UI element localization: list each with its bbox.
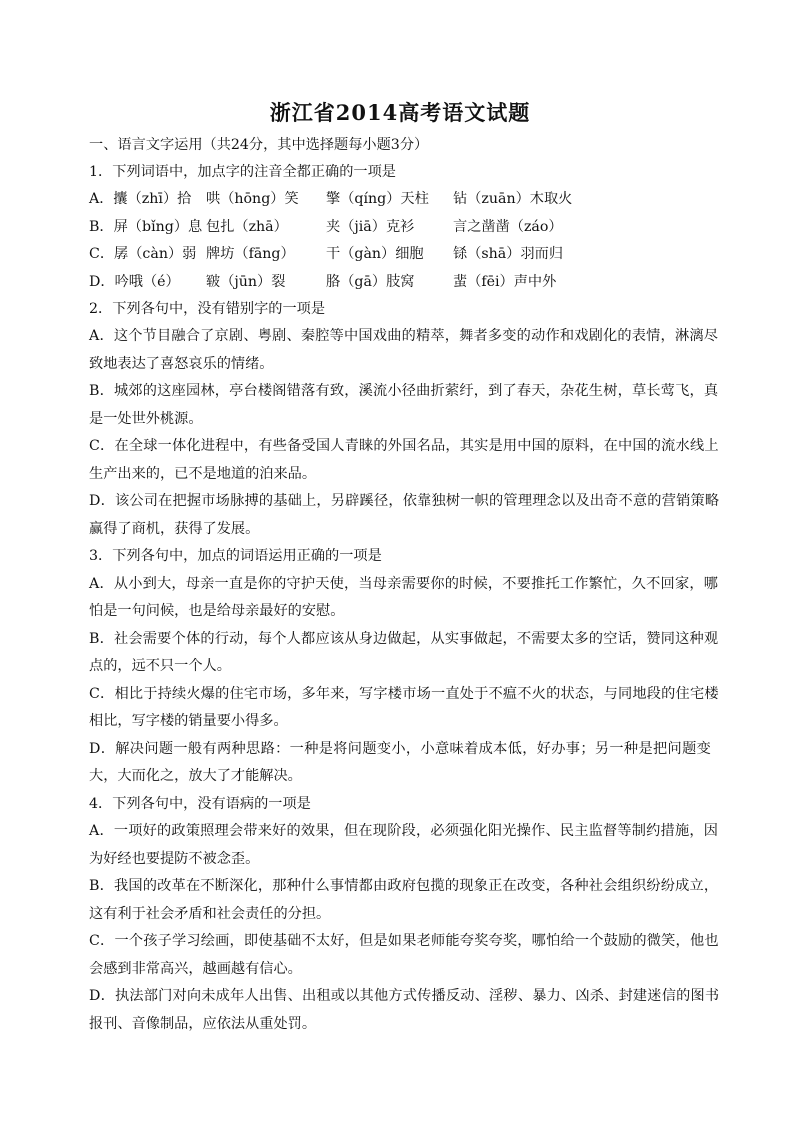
option-a-item-3: 擎（qíng）天柱 bbox=[326, 191, 429, 207]
question-2-option-a-line-1: A．这个节目融合了京剧、粤剧、秦腔等中国戏曲的精萃，舞者多变的动作和戏剧化的表情，淋漓尽 bbox=[89, 328, 719, 344]
option-d-item-1: D．吟哦（é） bbox=[89, 274, 180, 290]
question-3-option-d-line-2: 大，大而化之，放大了才能解决。 bbox=[89, 768, 302, 784]
question-2-option-d-line-2: 赢得了商机，获得了发展。 bbox=[89, 521, 260, 537]
question-4-stem: 4．下列各句中，没有语病的一项是 bbox=[89, 796, 311, 812]
question-4-option-c-line-1: C．一个孩子学习绘画，即使基础不太好，但是如果老师能夸奖夸奖，哪怕给一个鼓励的微笑，他也 bbox=[89, 933, 719, 949]
option-d-item-2: 皲（jūn）裂 bbox=[206, 274, 286, 290]
question-2-stem: 2．下列各句中，没有错别字的一项是 bbox=[89, 301, 326, 317]
question-3-option-c-line-1: C．相比于持续火爆的住宅市场，多年来，写字楼市场一直处于不瘟不火的状态，与同地段的住宅楼 bbox=[89, 686, 719, 702]
question-4-option-d-line-2: 报刊、音像制品，应依法从重处罚。 bbox=[89, 1016, 317, 1032]
question-3-option-d-line-1: D．解决问题一般有两种思路：一种是将问题变小，小意味着成本低，好办事；另一种是把问题变 bbox=[89, 741, 711, 757]
option-b-item-4: 言之凿凿（záo） bbox=[453, 219, 563, 235]
option-b-item-3: 夹（jiā）克衫 bbox=[326, 219, 415, 235]
question-3-stem: 3．下列各句中，加点的词语运用正确的一项是 bbox=[89, 548, 382, 564]
question-2-option-a-line-2: 致地表达了喜怒哀乐的情绪。 bbox=[89, 356, 274, 372]
option-a-item-4: 钻（zuān）木取火 bbox=[453, 191, 573, 207]
option-c-item-3: 干（gàn）细胞 bbox=[326, 246, 424, 262]
question-4-option-b-line-2: 这有利于社会矛盾和社会责任的分担。 bbox=[89, 906, 331, 922]
question-4-option-a-line-1: A．一项好的政策照理会带来好的效果，但在现阶段，必须强化阳光操作、民主监督等制约措施，因 bbox=[89, 823, 719, 839]
question-4-option-c-line-2: 会感到非常高兴，越画越有信心。 bbox=[89, 961, 302, 977]
page-title: 浙江省2014高考语文试题 bbox=[269, 100, 531, 125]
question-2-option-c-line-2: 生产出来的，已不是地道的泊来品。 bbox=[89, 466, 317, 482]
option-d-item-3: 胳（gā）肢窝 bbox=[326, 274, 415, 290]
question-2-option-c-line-1: C．在全球一体化进程中，有些备受国人青睐的外国名品，其实是用中国的原料，在中国的流水线上 bbox=[89, 438, 719, 454]
option-c-item-2: 牌坊（fāng） bbox=[206, 246, 295, 262]
option-d-item-4: 蜚（fēi）声中外 bbox=[453, 274, 557, 290]
question-3-option-b-line-2: 点的，远不只一个人。 bbox=[89, 658, 231, 674]
option-c-item-4: 铩（shā）羽而归 bbox=[453, 246, 564, 262]
option-b-item-1: B．屏（bǐng）息 bbox=[89, 219, 203, 235]
question-3-option-a-line-1: A．从小到大，母亲一直是你的守护天使，当母亲需要你的时候，不要推托工作繁忙，久不回家，哪 bbox=[89, 576, 719, 592]
question-2-option-d-line-1: D．该公司在把握市场脉搏的基础上，另辟蹊径，依靠独树一帜的管理理念以及出奇不意的营销策略 bbox=[89, 493, 720, 509]
question-3-option-c-line-2: 相比，写字楼的销量要小得多。 bbox=[89, 713, 288, 729]
question-4-option-d-line-1: D．执法部门对向未成年人出售、出租或以其他方式传播反动、淫秽、暴力、凶杀、封建迷信的图书 bbox=[89, 988, 720, 1004]
question-4-option-b-line-1: B．我国的改革在不断深化，那种什么事情都由政府包揽的现象正在改变，各种社会组织纷纷成立， bbox=[89, 878, 719, 894]
question-2-option-b-line-1: B．城郊的这座园林，亭台楼阁错落有致，溪流小径曲折萦纡，到了春天，杂花生树，草长莺飞，真 bbox=[89, 383, 719, 399]
question-3-option-a-line-2: 怕是一句问候，也是给母亲最好的安慰。 bbox=[89, 603, 345, 619]
question-1-stem: 1．下列词语中，加点字的注音全都正确的一项是 bbox=[89, 164, 396, 180]
question-4-option-a-line-2: 为好经也要提防不被念歪。 bbox=[89, 851, 260, 867]
option-a-item-1: A．攮（zhī）拾 bbox=[89, 191, 192, 207]
question-3-option-b-line-1: B．社会需要个体的行动，每个人都应该从身边做起，从实事做起，不需要太多的空话，赞同这种观 bbox=[89, 631, 719, 647]
option-b-item-2: 包扎（zhā） bbox=[206, 219, 288, 235]
question-2-option-b-line-2: 是一处世外桃源。 bbox=[89, 411, 203, 427]
option-a-item-2: 哄（hōng）笑 bbox=[206, 191, 299, 207]
option-c-item-1: C．孱（càn）弱 bbox=[89, 246, 197, 262]
section-heading: 一、语言文字运用（共24分，其中选择题每小题3分） bbox=[89, 137, 429, 153]
